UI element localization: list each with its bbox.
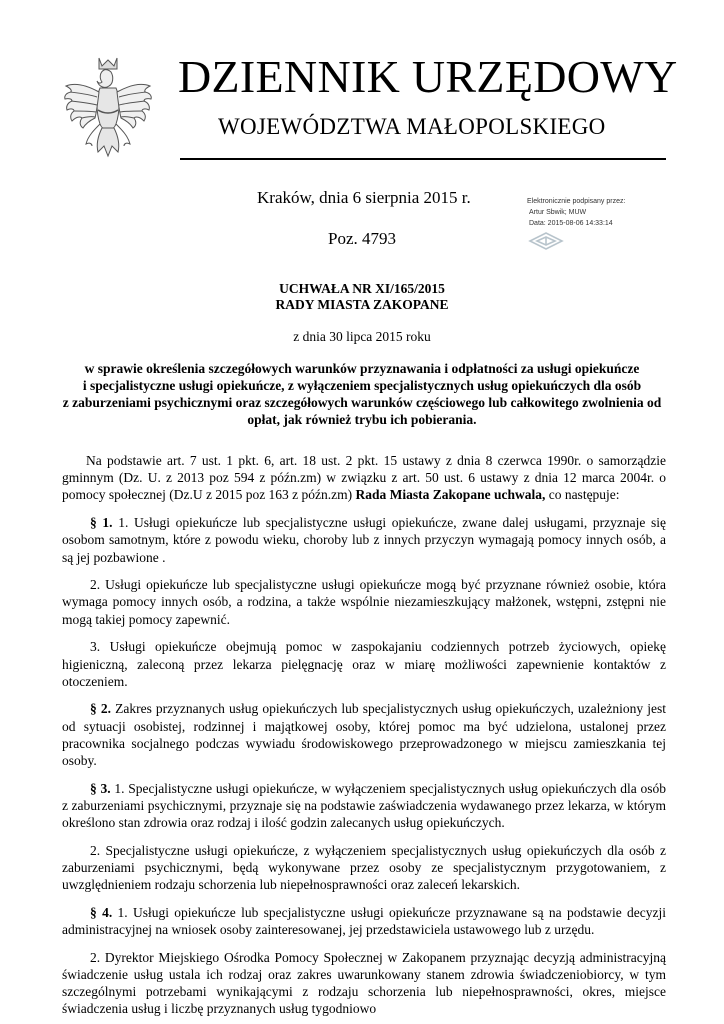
masthead-divider xyxy=(180,158,666,160)
resolution-number: UCHWAŁA NR XI/165/2015 xyxy=(279,281,445,296)
paragraph-text: Zakres przyznanych usług opiekuńczych lub specjalistycznych usług opiekuńczych, uzależniony jest od sytuacji osobistej, rodzinnej i majątkowej osoby, której pomoc ma być udzielona, ustalonej przez pracownika socjalnego podczas wywiadu środowiskowego przeprowadzonego w miejscu zamieszkania tej osoby. xyxy=(62,701,666,769)
paragraph-text: 1. Usługi opiekuńcze lub specjalistyczne usługi opiekuńcze przyznawane są na podstawie decyzji administracyjnej na wniosek osoby zainteresowanej, jej przedstawiciela ustawowego lub z urzędu. xyxy=(62,904,667,938)
preamble-end: co następuje: xyxy=(548,487,620,503)
resolution-date: z dnia 30 lipca 2015 roku xyxy=(293,329,431,344)
signature-label: Elektronicznie podpisany przez: xyxy=(527,198,626,205)
section-1-paragraph-3: 3. Usługi opiekuńcze obejmują pomoc w zaspokajaniu codziennych potrzeb życiowych, opiekę higieniczną, zaleconą przez lekarza pielęgnację oraz w miarę możliwości zapewnienie kontaktów z otoczeniem. xyxy=(62,639,666,689)
section-4-paragraph-1 xyxy=(62,904,666,938)
section-1-paragraph-2: 2. Usługi opiekuńcze lub specjalistyczne usługi opiekuńcze mogą być przyznane również osobie, która wymaga pomocy innych osób, a rodzina, a także wspólnie niezamieszkujący małżonek, wstępni, zstępni nie mogą takiej pomocy zapewnić. xyxy=(62,577,666,627)
preamble-council: Rada Miasta Zakopane uchwala, xyxy=(355,487,546,503)
issue-place-date: Kraków, dnia 6 sierpnia 2015 r. xyxy=(257,188,471,207)
subject-line: opłat, jak również trybu ich pobierania. xyxy=(247,412,477,427)
resolution-issuer: RADY MIASTA ZAKOPANE xyxy=(275,297,449,312)
document-body xyxy=(62,452,666,1024)
polish-eagle-emblem-icon xyxy=(62,52,154,170)
preamble-paragraph xyxy=(62,452,666,504)
e-signature-logo-icon xyxy=(527,230,565,252)
section-2-paragraph xyxy=(62,700,666,769)
section-mark: § 1. xyxy=(90,515,113,531)
resolution-title xyxy=(0,281,724,313)
section-1-paragraph-1 xyxy=(62,514,666,566)
subject-line: z zaburzeniami psychicznymi oraz szczegółowych warunków częściowego lub całkowitego zwolnienia od xyxy=(62,395,662,410)
section-mark: § 4. xyxy=(90,904,113,920)
position-number: Poz. 4793 xyxy=(328,229,396,248)
masthead-title: DZIENNIK URZĘDOWY xyxy=(178,51,678,102)
subject-line: i specjalistyczne usługi opiekuńcze, z wyłączeniem specjalistycznych usług opiekuńczych dla osób xyxy=(82,378,642,393)
resolution-subject xyxy=(56,360,668,428)
section-3-paragraph-2: 2. Specjalistyczne usługi opiekuńcze, z wyłączeniem specjalistycznych usług opiekuńczych dla osób z zaburzeniami psychicznymi, będą wykonywane przez osoby ze specjalistycznym przygotowaniem, z uwzględnieniem rodzaju schorzenia lub niepełnosprawności oraz zaleceń lekarskich. xyxy=(62,842,666,893)
section-4-paragraph-2: 2. Dyrektor Miejskiego Ośrodka Pomocy Społecznej w Zakopanem przyznając decyzją administracyjną świadczenie usług ustala ich rodzaj oraz zakres uwarunkowany stanem zdrowia świadczeniobiorcy, w tym szczególnymi potrzebami wynikającymi z rodzaju schorzenia lub niepełnosprawności, okres, miejsce świadczenia usług i liczbę przyznanych usług tygodniowo xyxy=(62,949,666,1017)
electronic-signature-stamp xyxy=(525,196,655,258)
section-3-paragraph-1 xyxy=(62,780,666,832)
signature-signer: Artur Sbwik; MUW xyxy=(529,209,587,216)
section-mark: § 3. xyxy=(90,780,111,796)
preamble-text: Na podstawie art. 7 ust. 1 pkt. 6, art. 18 ust. 2 pkt. 15 ustawy z dnia 8 czerwca 1990r. o samorządzie gminnym (Dz. U. z 2013 poz 594 z późn.zm) w związku z art. 50 ust. 6 ustawy z dnia 12 marca 2004r. o pomocy społecznej (Dz.U z 2015 poz 163 z późn.zm) xyxy=(62,453,666,503)
paragraph-text: 1. Specjalistyczne usługi opiekuńcze, w wyłączeniem specjalistycznych usług opiekuńczych dla osób z zaburzeniami psychicznymi, przyznaje się na podstawie zaświadczenia wydawanego przez lekarza, w którym określono stan zdrowia oraz rodzaj i ilość godzin zalecanych usług opiekuńczych. xyxy=(62,780,666,831)
paragraph-text: 1. Usługi opiekuńcze lub specjalistyczne usługi opiekuńcze, zwane dalej usługami, przyznaje się osobom samotnym, które z powodu wieku, choroby lub z innych przyczyn wymagają pomocy innych osób, a są jej pozbawione . xyxy=(62,515,667,565)
signature-date: Data: 2015-08-06 14:33:14 xyxy=(529,220,613,227)
section-mark: § 2. xyxy=(90,701,111,717)
masthead-subtitle: WOJEWÓDZTWA MAŁOPOLSKIEGO xyxy=(218,114,606,139)
subject-line: w sprawie określenia szczegółowych warunków przyznawania i odpłatności za usługi opiekuńcze xyxy=(84,361,640,376)
